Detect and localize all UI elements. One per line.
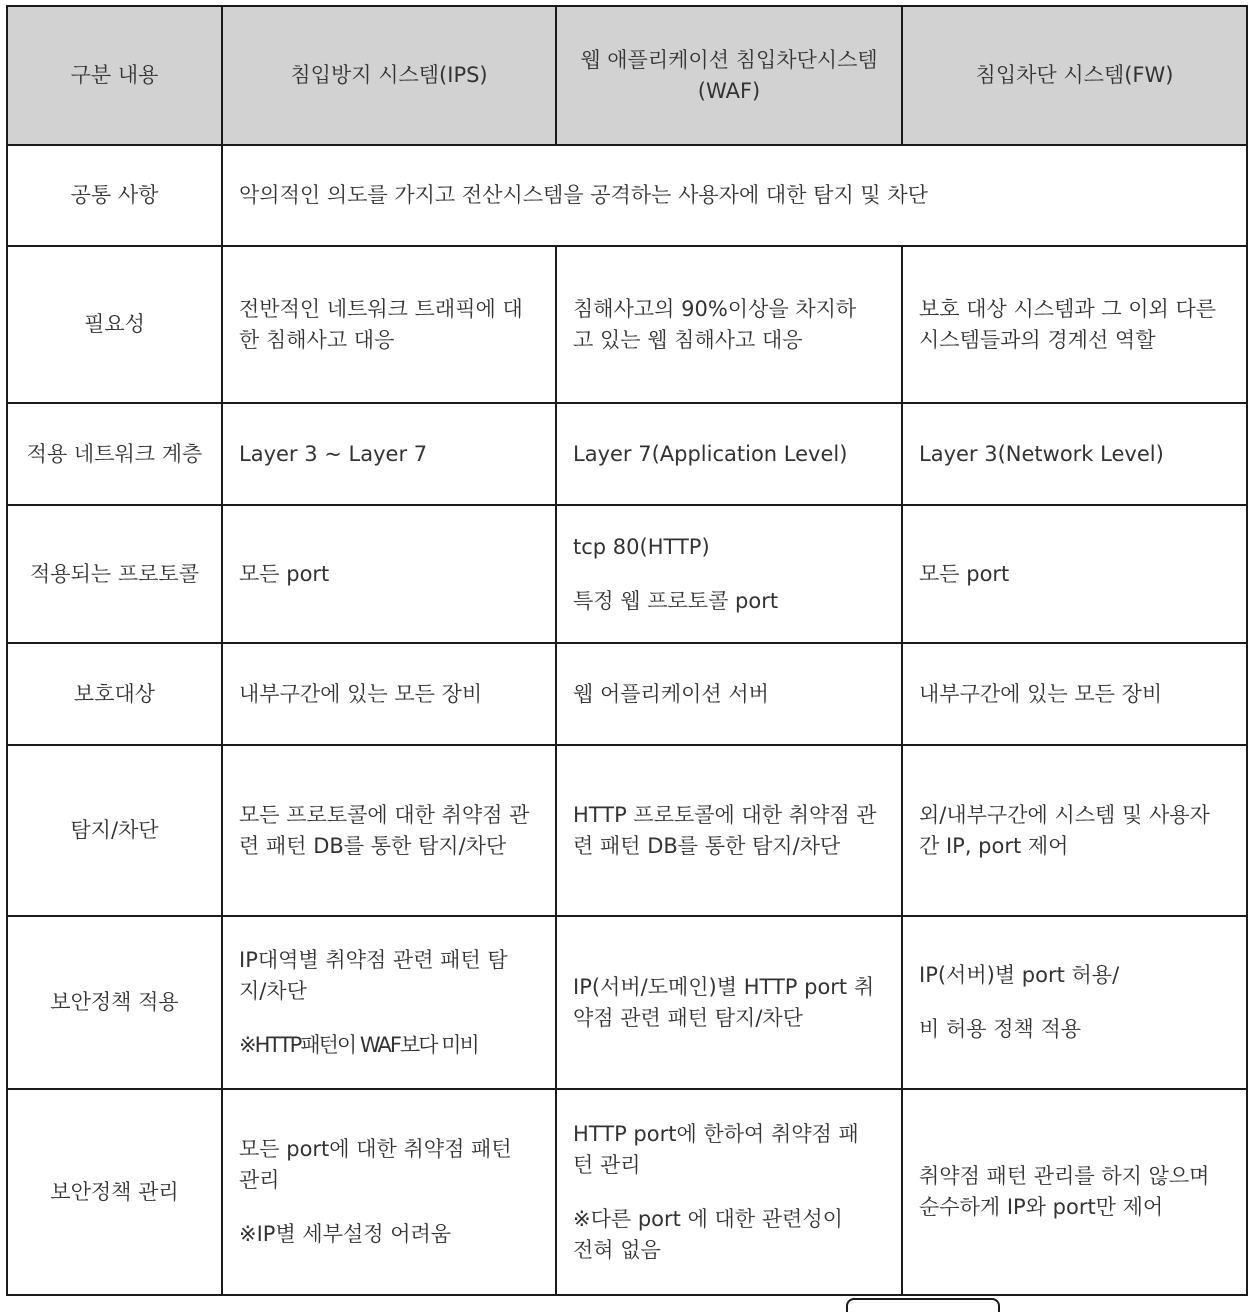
cell-protocol-fw bbox=[902, 505, 1247, 643]
cell-text: 보호 대상 시스템과 그 이외 다른 시스템들과의 경계선 역할 bbox=[919, 296, 1217, 352]
cell-target-ips bbox=[222, 643, 556, 745]
row-label-policy-apply: 보안정책 적용 bbox=[7, 916, 222, 1089]
row-label-protocol: 적용되는 프로토콜 bbox=[7, 505, 222, 643]
cell-text: 모든 port bbox=[239, 561, 330, 586]
cell-text: IP(서버/도메인)별 HTTP port 취 약점 관련 패턴 탐지/차단 bbox=[573, 974, 875, 1030]
cell-text: 모든 프로토콜에 대한 취약점 관 련 패턴 DB를 통한 탐지/차단 bbox=[239, 802, 530, 858]
common-text: 악의적인 의도를 가지고 전산시스템을 공격하는 사용자에 대한 탐지 및 차단 bbox=[222, 145, 1247, 246]
table-row-layer bbox=[7, 403, 1247, 505]
cell-text: IP(서버)별 port 허용/ bbox=[919, 963, 1120, 987]
row-label-layer: 적용 네트워크 계층 bbox=[7, 403, 222, 505]
cell-text: Layer 7(Application Level) bbox=[573, 441, 848, 466]
cell-note: ※HTTP패턴이 WAF보다 미비 bbox=[239, 1032, 478, 1057]
row-label-common: 공통 사항 bbox=[7, 145, 222, 246]
header-waf-text: 웹 애플리케이션 침입차단시스템 (WAF) bbox=[580, 47, 878, 103]
cell-text: 취약점 패턴 관리를 하지 않으며 순수하게 IP와 port만 제어 bbox=[919, 1164, 1210, 1219]
cell-detection-ips bbox=[222, 745, 556, 916]
cell-layer-waf bbox=[556, 403, 902, 505]
cell-text: 비 허용 정책 적용 bbox=[919, 1017, 1082, 1041]
cell-detection-fw bbox=[902, 745, 1247, 916]
cell-note: ※다른 port 에 대한 관련성이 전혀 없음 bbox=[573, 1206, 843, 1262]
cell-text: HTTP port에 한하여 취약점 패 턴 관리 bbox=[573, 1121, 859, 1177]
cell-text: 특정 웹 프로토콜 port bbox=[573, 588, 779, 613]
cell-necessity-ips bbox=[222, 246, 556, 403]
table-row-policy-apply bbox=[7, 916, 1247, 1089]
header-fw: 침입차단 시스템(FW) bbox=[902, 6, 1247, 145]
cell-layer-fw bbox=[902, 403, 1247, 505]
cell-policy-manage-ips bbox=[222, 1089, 556, 1295]
table-row-policy-manage bbox=[7, 1089, 1247, 1295]
table-row-common bbox=[7, 145, 1247, 246]
cell-policy-manage-fw bbox=[902, 1089, 1247, 1295]
table-row-protocol bbox=[7, 505, 1247, 643]
row-label-target: 보호대상 bbox=[7, 643, 222, 745]
cell-text: 내부구간에 있는 모든 장비 bbox=[239, 681, 483, 706]
table-row-target bbox=[7, 643, 1247, 745]
cell-text: HTTP 프로토콜에 대한 취약점 관 련 패턴 DB를 통한 탐지/차단 bbox=[573, 802, 877, 858]
cell-detection-waf bbox=[556, 745, 902, 916]
cell-text: 모든 port bbox=[919, 561, 1010, 586]
table-row-necessity bbox=[7, 246, 1247, 403]
cell-policy-apply-fw bbox=[902, 916, 1247, 1089]
cell-text: 외/내부구간에 시스템 및 사용자 간 IP, port 제어 bbox=[919, 802, 1210, 858]
table-row-detection bbox=[7, 745, 1247, 916]
cell-protocol-ips bbox=[222, 505, 556, 643]
cell-text: 내부구간에 있는 모든 장비 bbox=[919, 681, 1163, 706]
cell-policy-apply-waf bbox=[556, 916, 902, 1089]
cell-protocol-waf bbox=[556, 505, 902, 643]
cell-note: ※IP별 세부설정 어려움 bbox=[239, 1222, 452, 1246]
cell-layer-ips bbox=[222, 403, 556, 505]
comparison-table bbox=[6, 5, 1248, 1296]
header-waf bbox=[556, 6, 902, 145]
cell-policy-apply-ips bbox=[222, 916, 556, 1089]
cell-text: Layer 3(Network Level) bbox=[919, 441, 1164, 466]
cell-text: 웹 어플리케이션 서버 bbox=[573, 681, 769, 706]
cell-text: 전반적인 네트워크 트래픽에 대 한 침해사고 대응 bbox=[239, 296, 523, 352]
header-ips: 침입방지 시스템(IPS) bbox=[222, 6, 556, 145]
cell-target-waf bbox=[556, 643, 902, 745]
cell-text: IP대역별 취약점 관련 패턴 탐 지/차단 bbox=[239, 947, 508, 1003]
header-category: 구분 내용 bbox=[7, 6, 222, 145]
cell-text: Layer 3 ~ Layer 7 bbox=[239, 441, 428, 466]
row-label-detection: 탐지/차단 bbox=[7, 745, 222, 916]
bottom-edge-tab bbox=[846, 1298, 1000, 1312]
cell-policy-manage-waf bbox=[556, 1089, 902, 1295]
row-label-policy-manage: 보안정책 관리 bbox=[7, 1089, 222, 1295]
cell-target-fw bbox=[902, 643, 1247, 745]
cell-necessity-fw bbox=[902, 246, 1247, 403]
cell-necessity-waf bbox=[556, 246, 902, 403]
cell-text: 모든 port에 대한 취약점 패턴 관리 bbox=[239, 1137, 512, 1192]
header-row bbox=[7, 6, 1247, 145]
cell-text: tcp 80(HTTP) bbox=[573, 534, 710, 559]
cell-text: 침해사고의 90%이상을 차지하 고 있는 웹 침해사고 대응 bbox=[573, 296, 857, 352]
row-label-necessity: 필요성 bbox=[7, 246, 222, 403]
